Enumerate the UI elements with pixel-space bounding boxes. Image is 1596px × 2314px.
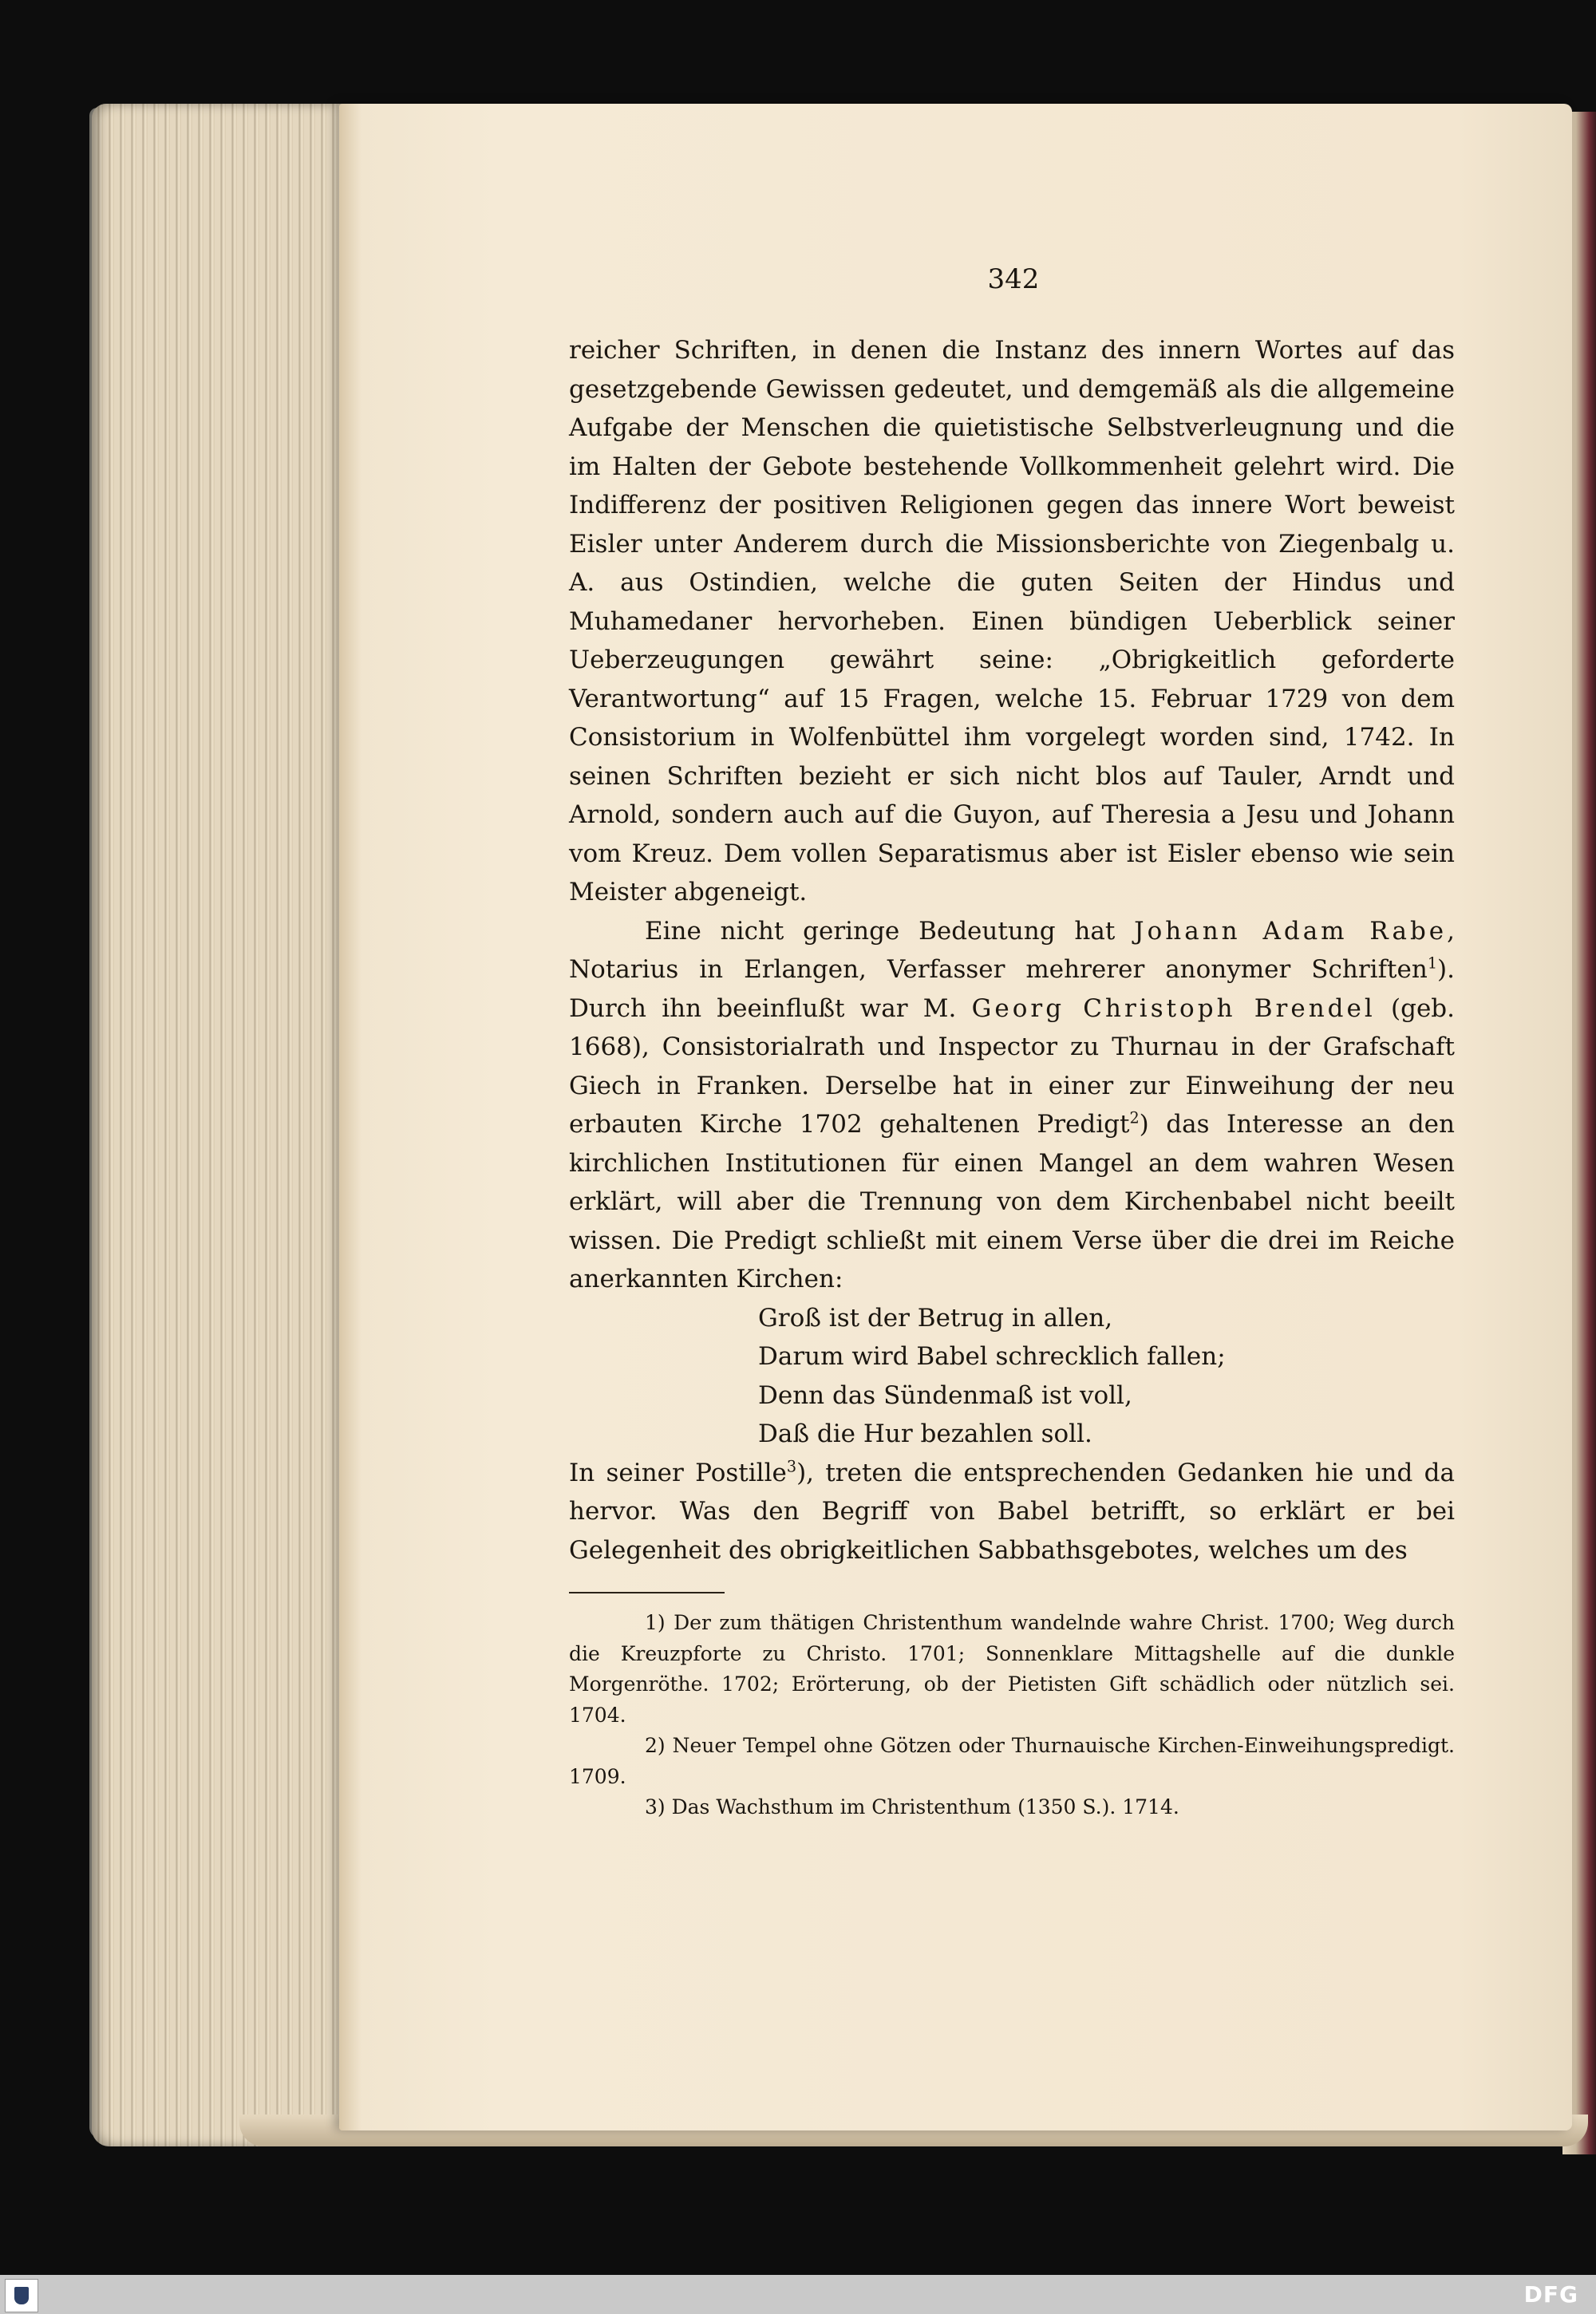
viewer-bottom-bar: [0, 2275, 1596, 2314]
verse-line: Daß die Hur bezahlen soll.: [758, 1420, 1092, 1448]
page-edges: [92, 104, 355, 2146]
verse-line: Denn das Sündenmaß ist voll,: [758, 1380, 1132, 1410]
paragraph-2-text: , Notarius in Erlangen, Verfasser mehrerer anonymer Schriften: [569, 916, 1455, 984]
verse-line: Darum wird Babel schrecklich fallen;: [758, 1342, 1226, 1371]
page-text: [569, 331, 1455, 1823]
verse-line: Groß ist der Betrug in allen,: [758, 1303, 1113, 1333]
library-crest-icon[interactable]: [5, 2279, 38, 2312]
footnote-3: 3) Das Wachsthum im Christenthum (1350 S.). 1714.: [645, 1795, 1179, 1818]
footnote-ref-3: 3: [786, 1457, 797, 1476]
paragraph-2: [569, 912, 1455, 1299]
footnote-2: 2) Neuer Tempel ohne Götzen oder Thurnauische Kirchen-Einweihungspredigt. 1709.: [569, 1734, 1455, 1788]
paragraph-3-text: In seiner Postille: [569, 1458, 787, 1487]
paragraph-1: reicher Schriften, in denen die Instanz des innern Wortes auf das gesetzgebende Gewissen gedeutet, und demgemäß als die allgemeine Aufgabe der Menschen die quietistische Selbstverleugnung und die im Halten der Gebote bestehende Vollkommenheit gelehrt wird. Die Indifferenz der positiven Religionen gegen das innere Wort beweist Eisler unter Anderem durch die Missionsberichte von Ziegenbalg u. A. aus Ostindien, welche die guten Seiten der Hindus und Muhamedaner hervorheben. Einen bündigen Ueberblick seiner Ueberzeugungen gewährt seine: „Obrigkeitlich geforderte Verantwortung“ auf 15 Fragen, welche 15. Februar 1729 von dem Consistorium in Wolfenbüttel ihm vorgelegt worden sind, 1742. In seinen Schriften bezieht er sich nicht blos auf Tauler, Arndt und Arnold, sondern auch auf die Guyon, auf Theresia a Jesu und Johann vom Kreuz. Dem vollen Separatismus aber ist Eisler ebenso wie sein Meister abgeneigt.: [569, 336, 1455, 906]
paragraph-2-text: (geb. 1668), Consistorialrath und Inspector zu Thurnau in der Grafschaft Giech in Franken. Derselbe hat in einer zur Einweihung der neu erbauten Kirche 1702 gehaltenen Predigt: [569, 993, 1455, 1139]
page-number: 342: [987, 263, 1040, 295]
paragraph-3: [569, 1454, 1455, 1570]
paragraph-3-text: ), treten die entsprechenden Gedanken hie und da hervor. Was den Begriff von Babel betrifft, so erklärt er bei Gelegenheit des obrigkeitlichen Sabbathsgebotes, welches um des: [569, 1458, 1455, 1565]
paragraph-2-text: ). Durch ihn beeinflußt war M.: [569, 955, 1455, 1023]
verse: [569, 1299, 1455, 1454]
person-name-brendel: Georg Christoph Brendel: [971, 993, 1376, 1023]
footnotes: [569, 1608, 1455, 1823]
footnote-divider: [569, 1592, 725, 1593]
paragraph-2-text: Eine nicht geringe Bedeutung hat: [645, 916, 1135, 946]
paragraph-2-text: ) das Interesse an den kirchlichen Institutionen für einen Mangel an dem wahren Wesen erklärt, will aber die Trennung von dem Kirchenbabel nicht beeilt wissen. Die Predigt schließt mit einem Verse über die drei im Reiche anerkannten Kirchen:: [569, 1110, 1455, 1293]
person-name-rabe: Johann Adam Rabe: [1134, 916, 1448, 946]
main-text: [569, 331, 1455, 1299]
main-text-continued: [569, 1454, 1455, 1570]
dfg-logo: DFG: [1523, 2281, 1578, 2308]
footnote-ref-2: 2: [1129, 1108, 1140, 1127]
footnote-1: 1) Der zum thätigen Christenthum wandelnde wahre Christ. 1700; Weg durch die Kreuzpforte zu Christo. 1701; Sonnenklare Mittagshelle auf die dunkle Morgenröthe. 1702; Erörterung, ob der Pietisten Gift schädlich oder nützlich sei. 1704.: [569, 1611, 1455, 1727]
footnote-ref-1: 1: [1427, 954, 1438, 973]
